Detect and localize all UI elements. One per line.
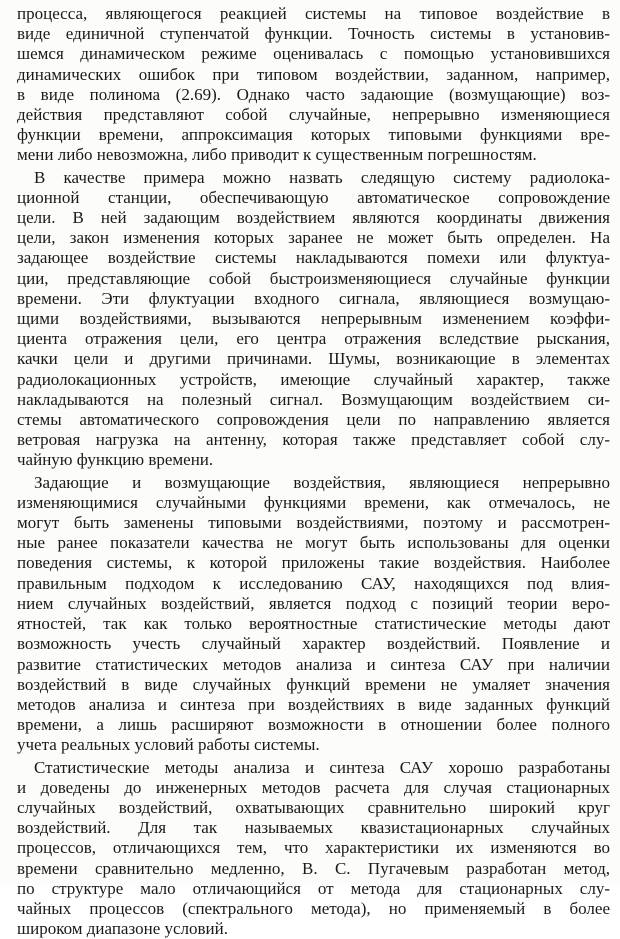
text-line: щими воздействиями, вызываются непрерывным изменением коэффи- — [17, 309, 610, 329]
text-line: ционной станции, обеспечивающую автоматическое сопровождение — [17, 187, 610, 207]
text-line: возможность учесть случайный характер воздействий. Появление и — [17, 634, 610, 654]
text-line: цели, закон изменения которых заранее не может быть определен. На — [17, 228, 610, 248]
text-line: широком диапазоне условий. — [17, 919, 228, 939]
text-line: ятностей, так как только вероятностные статистические методы дают — [17, 614, 610, 634]
text-line: учета реальных условий работы системы. — [17, 735, 320, 755]
text-line: задающее воздействие системы накладываются помехи или флуктуа- — [17, 248, 610, 268]
text-line: процесса, являющегося реакцией системы на типовое воздействие в — [17, 4, 610, 23]
text-line: процессов, отличающихся тем, что характеристики их изменяются во — [17, 838, 610, 858]
text-line: шемся динамическом режиме оценивалась с помощью установившихся — [17, 44, 610, 64]
text-line: случайных воздействий, охватывающих сравнительно широкий круг — [17, 797, 610, 817]
text-line: Задающие и возмущающие воздействия, являющиеся непрерывно — [34, 472, 610, 492]
text-line: ветровая нагрузка на антенну, которая также представляет собой слу- — [17, 430, 610, 450]
text-line: поведения системы, к которой приложены такие воздействия. Наиболее — [17, 553, 610, 573]
paragraph-p2 — [17, 168, 610, 471]
text-line: и доведены до инженерных методов расчета для случая стационарных — [17, 777, 610, 797]
text-line: цели. В ней задающим воздействием являются координаты движения — [17, 208, 610, 228]
text-line: методов анализа и синтеза при воздействиях в виде заданных функций — [17, 694, 610, 714]
text-line: развитие статистических методов анализа и синтеза САУ при наличии — [17, 654, 610, 674]
text-line: ные ранее показатели качества не могут быть использованы для оценки — [17, 533, 610, 553]
text-line: воздействий. Для так называемых квазистационарных случайных — [17, 818, 610, 838]
text-line: виде единичной ступенчатой функции. Точность системы в установив- — [17, 24, 610, 44]
text-line: воздействий в виде случайных функций времени не умаляет значения — [17, 674, 610, 694]
text-line: по структуре мало отличающийся от метода для стационарных слу- — [17, 878, 610, 898]
text-line: чайную функцию времени. — [17, 450, 214, 470]
paragraph-p1 — [17, 4, 610, 166]
text-line: в виде полинома (2.69). Однако часто задающие (возмущающие) воз- — [17, 84, 610, 104]
text-line: нием случайных воздействий, является подход с позиций теории веро- — [17, 593, 610, 613]
text-line: действия представляют собой случайные, непрерывно изменяющиеся — [17, 105, 610, 125]
text-line: В качестве примера можно назвать следящую систему радиолока- — [34, 167, 610, 187]
paragraph-p3 — [17, 473, 610, 756]
text-line: чайных процессов (спектрального метода), но применяемый в более — [17, 898, 610, 918]
text-line: циента отражения цели, его центра отражения вследствие рыскания, — [17, 329, 610, 349]
text-line: качки цели и другими причинами. Шумы, возникающие в элементах — [17, 349, 610, 369]
text-line: времени, а лишь расширяют возможности в отношении более полного — [17, 715, 610, 735]
text-line: мени либо невозможна, либо приводит к существенным погрешностям. — [17, 145, 537, 165]
paragraph-p4 — [17, 758, 610, 939]
text-line: времени. Эти флуктуации входного сигнала, являющиеся возмущаю- — [17, 288, 610, 308]
text-line: времени сравнительно медленно, В. С. Пугачевым разработан метод, — [17, 858, 610, 878]
text-line: ции, представляющие собой быстроизменяющиеся случайные функции — [17, 268, 610, 288]
text-line: могут быть заменены типовыми воздействиями, поэтому и рассмотрен- — [17, 513, 610, 533]
document-body — [17, 4, 610, 939]
text-line: радиолокационных устройств, имеющие случайный характер, также — [17, 369, 610, 389]
text-line: динамических ошибок при типовом воздействии, заданном, например, — [17, 64, 610, 84]
text-line: накладываются на полезный сигнал. Возмущающим воздействием си- — [17, 389, 610, 409]
text-line: правильным подходом к исследованию САУ, находящихся под влия- — [17, 573, 610, 593]
text-line: функции времени, аппроксимация которых типовыми функциями вре- — [17, 125, 610, 145]
text-line: изменяющимися случайными функциями времени, как отмечалось, не — [17, 492, 610, 512]
text-line: стемы автоматического сопровождения цели по направлению является — [17, 410, 610, 430]
text-line: Статистические методы анализа и синтеза САУ хорошо разработаны — [34, 757, 610, 777]
